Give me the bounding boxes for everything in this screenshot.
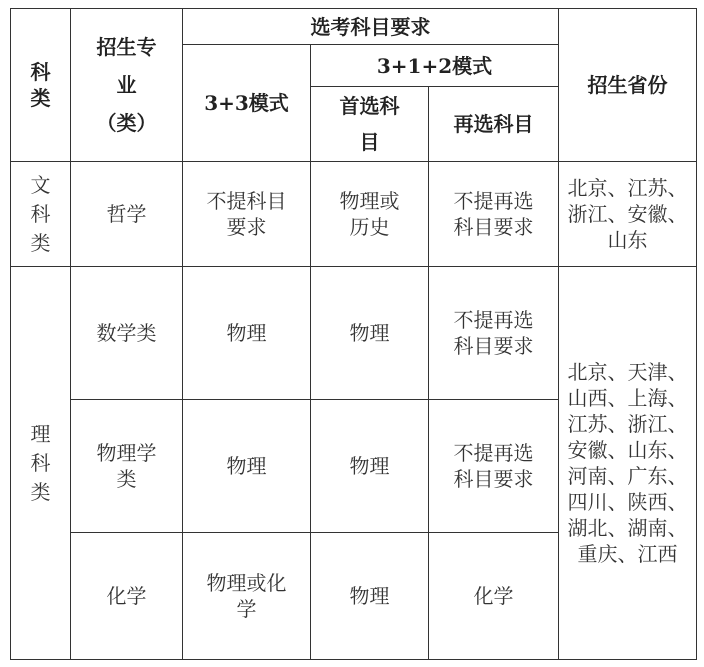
mode-3-3-cell: 不提科目 要求 [183,162,311,267]
mode-3-3-cell: 物理或化 学 [183,533,311,660]
major-header: 招生专 业 （类） [71,9,183,162]
mode-3-3-cell: 物理 [183,267,311,400]
provinces-cell: 北京、江苏、浙江、安徽、山东 [559,162,697,267]
category-text: 文科类 [30,172,51,255]
second-subject-cell: 不提再选 科目要求 [429,267,559,400]
first-subject-cell: 物理 [311,400,429,533]
subject-requirements-table [10,8,697,660]
second-subject-cell: 不提再选 科目要求 [429,400,559,533]
major-cell: 哲学 [71,162,183,267]
provinces-cell: 北京、天津、山西、上海、江苏、浙江、安徽、山东、河南、广东、四川、陕西、湖北、湖南、重庆、江西 [559,267,697,660]
first-subject-cell: 物理 [311,533,429,660]
major-cell: 物理学 类 [71,400,183,533]
second-subject-cell: 化学 [429,533,559,660]
first-subject-header: 首选科 目 [311,87,429,162]
category-text: 理科类 [30,421,51,504]
category-cell [11,267,71,660]
second-subject-header: 再选科目 [429,87,559,162]
category-cell [11,162,71,267]
mode-3-3-cell: 物理 [183,400,311,533]
provinces-header: 招生省份 [559,9,697,162]
second-subject-cell: 不提再选 科目要求 [429,162,559,267]
mode-3-3-header: 3+3模式 [183,45,311,162]
mode-3-1-2-header: 3+1+2模式 [311,45,559,87]
first-subject-cell: 物理 [311,267,429,400]
requirements-header: 选考科目要求 [183,9,559,45]
major-cell: 化学 [71,533,183,660]
major-cell: 数学类 [71,267,183,400]
category-header: 科 类 [11,9,71,162]
first-subject-cell: 物理或 历史 [311,162,429,267]
